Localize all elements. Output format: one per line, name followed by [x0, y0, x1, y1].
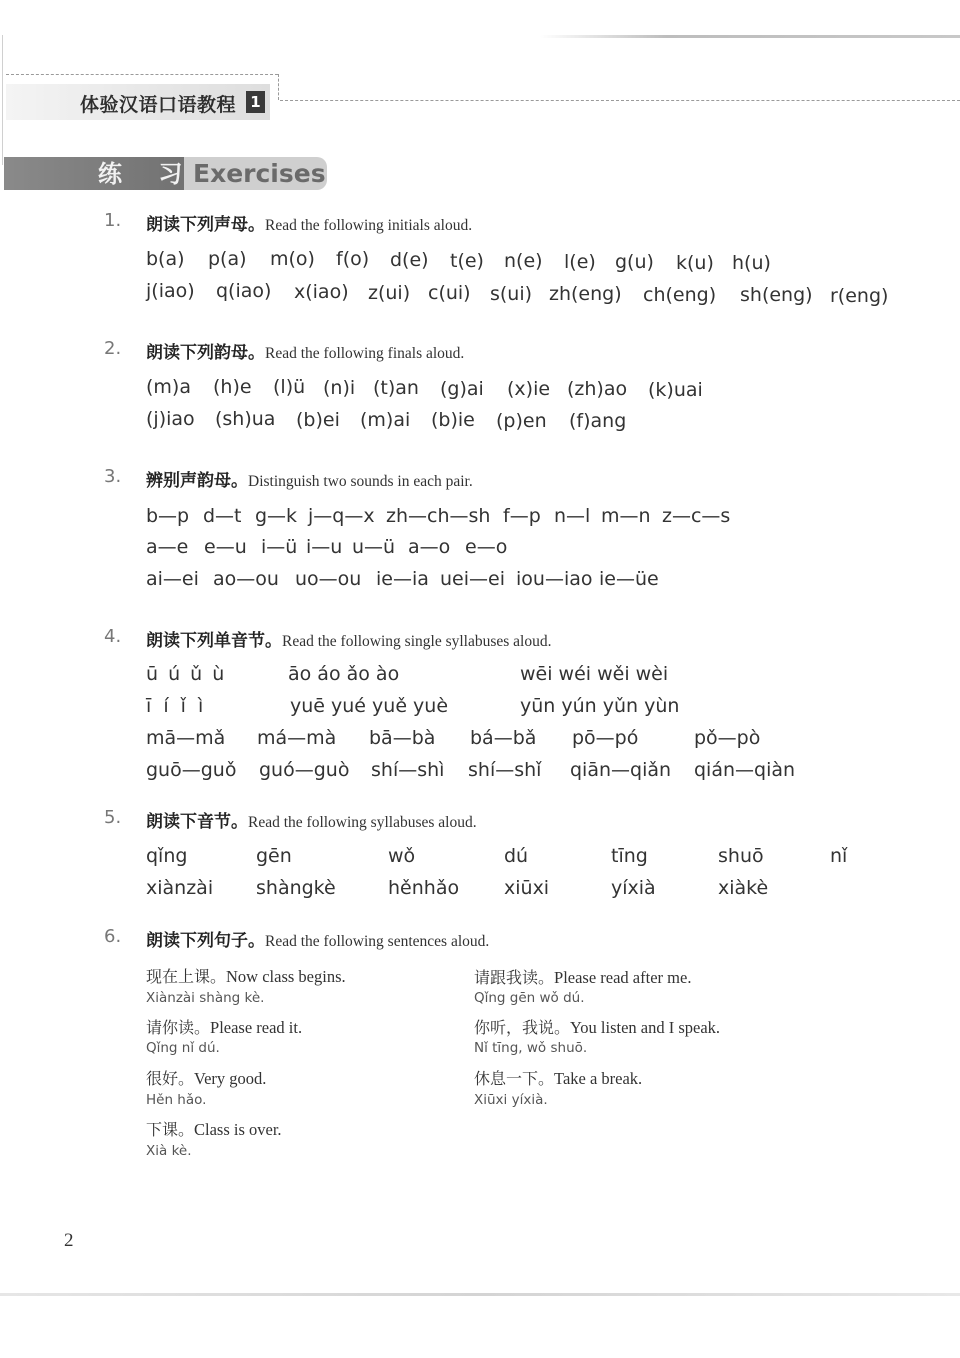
sound-pair: f—p — [503, 505, 541, 527]
syllable: j(iao) — [146, 280, 195, 302]
sound-pair: g—k — [255, 505, 298, 527]
syllable: (j)iao — [146, 408, 195, 430]
sentence-pinyin: Hěn hǎo. — [146, 1092, 207, 1108]
syllable: n(e) — [504, 250, 543, 272]
sentence-zh: 现在上课。Now class begins. — [146, 967, 346, 986]
sentence-zh: 请跟我读。Please read after me. — [474, 968, 692, 987]
syllable: (g)ai — [440, 378, 484, 400]
exercise-instruction — [146, 926, 489, 951]
syllable: h(u) — [732, 252, 771, 274]
syllable: dú — [504, 845, 529, 867]
sound-pair: m—n — [601, 505, 651, 527]
exercise-instruction — [146, 626, 552, 651]
sound-pair: uo—ou — [295, 568, 362, 590]
syllable-group: ī í ǐ ì — [146, 695, 204, 717]
page-edge — [540, 35, 960, 38]
sound-pair: z—c—s — [662, 505, 731, 527]
syllable: (l)ü — [273, 376, 306, 398]
page-number: 2 — [64, 1230, 74, 1251]
syllable: shàngkè — [256, 877, 336, 899]
header-dashed-rule — [278, 74, 279, 100]
syllable: (t)an — [373, 377, 419, 399]
tone-pair: guō—guǒ — [146, 759, 237, 781]
sound-pair: u—ü — [352, 536, 396, 558]
instruction-en: Read the following finals aloud. — [265, 345, 465, 362]
sound-pair: ai—ei — [146, 568, 199, 590]
tone-pair: bá—bǎ — [470, 727, 537, 749]
sound-pair: a—o — [408, 536, 451, 558]
instruction-zh: 朗读下列声母。 — [146, 215, 265, 235]
syllable: (sh)ua — [215, 408, 276, 430]
syllable: (m)a — [146, 376, 191, 398]
exercise-number: 1. — [104, 210, 122, 231]
sound-pair: zh—ch—sh — [386, 505, 491, 527]
syllable-group: āo áo ǎo ào — [288, 663, 400, 685]
syllable: (x)ie — [507, 378, 551, 400]
tone-pair: qián—qiàn — [694, 759, 796, 781]
exercise-instruction — [146, 466, 473, 491]
sound-pair: e—o — [465, 536, 508, 558]
syllable: (b)ie — [431, 409, 475, 431]
volume-badge: 1 — [246, 91, 265, 113]
syllable: nǐ — [830, 845, 848, 867]
sound-pair: e—u — [204, 536, 247, 558]
syllable: (zh)ao — [567, 378, 628, 400]
sentence-zh: 你听，我说。You listen and I speak. — [474, 1018, 721, 1037]
syllable: hěnhǎo — [388, 877, 460, 899]
sound-pair: ie—ia — [376, 568, 429, 590]
sound-pair: ao—ou — [213, 568, 279, 590]
sentence-pinyin: Xiūxi yíxià. — [474, 1092, 548, 1108]
syllable: qǐng — [146, 845, 188, 867]
sound-pair: uei—ei — [440, 568, 505, 590]
sentence-zh: 休息一下。Take a break. — [474, 1069, 643, 1088]
syllable: t(e) — [450, 250, 484, 272]
exercise-number: 6. — [104, 926, 122, 947]
syllable: (k)uai — [648, 379, 703, 401]
syllable: xiàkè — [718, 877, 769, 899]
tone-pair: shí—shǐ — [468, 759, 542, 781]
syllable: zh(eng) — [549, 283, 622, 305]
sentence-zh: 下课。Class is over. — [146, 1120, 282, 1139]
tone-pair: shí—shì — [371, 759, 445, 781]
sound-pair: d—t — [203, 505, 242, 527]
exercise-number: 5. — [104, 807, 122, 828]
syllable-group: ū ú ǔ ù — [146, 663, 225, 685]
section-title-zh: 练 习 — [98, 159, 197, 188]
syllable: d(e) — [390, 249, 429, 271]
syllable-group: wēi wéi wěi wèi — [520, 663, 669, 685]
exercise-instruction — [146, 807, 477, 832]
sentence-zh: 很好。Very good. — [146, 1069, 267, 1088]
tone-pair: guó—guò — [259, 759, 350, 781]
sound-pair: i—u — [306, 536, 343, 558]
syllable: ch(eng) — [643, 284, 717, 306]
syllable: xiūxi — [504, 877, 550, 899]
exercise-instruction — [146, 338, 464, 363]
sound-pair: j—q—x — [308, 505, 375, 527]
syllable: q(iao) — [216, 280, 272, 302]
syllable: s(ui) — [490, 283, 533, 305]
syllable: m(o) — [270, 248, 315, 270]
sound-pair: a—e — [146, 536, 189, 558]
exercise-instruction — [146, 210, 472, 235]
syllable: xiànzài — [146, 877, 214, 899]
syllable: tīng — [611, 845, 648, 867]
instruction-en: Read the following single syllabuses aloud. — [282, 633, 552, 650]
syllable: p(a) — [208, 248, 247, 270]
sound-pair: iou—iao — [516, 568, 593, 590]
syllable: (n)i — [323, 377, 356, 399]
sentence-pinyin: Nǐ tīng, wǒ shuō. — [474, 1040, 588, 1056]
syllable-group: yūn yún yǔn yùn — [520, 695, 680, 717]
sound-pair: n—l — [554, 505, 591, 527]
page-edge — [0, 1293, 960, 1296]
syllable: f(o) — [336, 248, 370, 270]
syllable-group: yuē yué yuě yuè — [290, 695, 449, 717]
syllable: x(iao) — [294, 281, 349, 303]
tone-pair: bā—bà — [369, 727, 436, 749]
tone-pair: pō—pó — [572, 727, 639, 749]
syllable: (h)e — [213, 376, 252, 398]
syllable: (m)ai — [360, 409, 411, 431]
syllable: gēn — [256, 845, 292, 867]
instruction-zh: 朗读下音节。 — [146, 812, 248, 832]
sound-pair: b—p — [146, 505, 190, 527]
tone-pair: qiān—qiǎn — [570, 759, 672, 781]
tone-pair: pǒ—pò — [694, 727, 761, 749]
syllable: c(ui) — [428, 282, 471, 304]
book-title: 体验汉语口语教程 — [80, 94, 237, 116]
syllable: z(ui) — [368, 282, 411, 304]
exercise-number: 2. — [104, 338, 122, 359]
instruction-en: Read the following sentences aloud. — [265, 933, 490, 950]
instruction-en: Distinguish two sounds in each pair. — [248, 473, 473, 490]
tone-pair: má—mà — [257, 727, 337, 749]
instruction-zh: 朗读下列句子。 — [146, 931, 265, 951]
page-edge — [2, 35, 3, 165]
tone-pair: mā—mǎ — [146, 727, 226, 749]
syllable: (f)ang — [569, 410, 627, 432]
sound-pair: ie—üe — [599, 568, 659, 590]
syllable: wǒ — [388, 845, 416, 867]
sentence-zh: 请你读。Please read it. — [146, 1018, 303, 1037]
syllable: (b)ei — [296, 409, 340, 431]
section-title-en: Exercises — [193, 159, 326, 188]
syllable: shuō — [718, 845, 764, 867]
instruction-zh: 朗读下列韵母。 — [146, 343, 265, 363]
sentence-pinyin: Xiànzài shàng kè. — [146, 990, 265, 1006]
syllable: k(u) — [676, 252, 714, 274]
exercise-number: 4. — [104, 626, 122, 647]
sentence-pinyin: Qǐng nǐ dú. — [146, 1040, 220, 1056]
syllable: l(e) — [564, 251, 596, 273]
header-dashed-rule — [6, 74, 278, 75]
exercise-number: 3. — [104, 466, 122, 487]
header-dashed-rule — [280, 100, 960, 101]
sound-pair: i—ü — [261, 536, 298, 558]
instruction-en: Read the following syllabuses aloud. — [248, 814, 477, 831]
syllable: r(eng) — [830, 285, 889, 307]
instruction-zh: 辨别声韵母。 — [146, 471, 248, 491]
instruction-zh: 朗读下列单音节。 — [146, 631, 282, 651]
sentence-pinyin: Qǐng gēn wǒ dú. — [474, 990, 585, 1006]
sentence-pinyin: Xià kè. — [146, 1143, 192, 1159]
syllable: yíxià — [611, 877, 656, 899]
syllable: b(a) — [146, 248, 185, 270]
syllable: (p)en — [496, 410, 547, 432]
syllable: g(u) — [615, 251, 654, 273]
syllable: sh(eng) — [740, 284, 813, 306]
instruction-en: Read the following initials aloud. — [265, 217, 473, 234]
